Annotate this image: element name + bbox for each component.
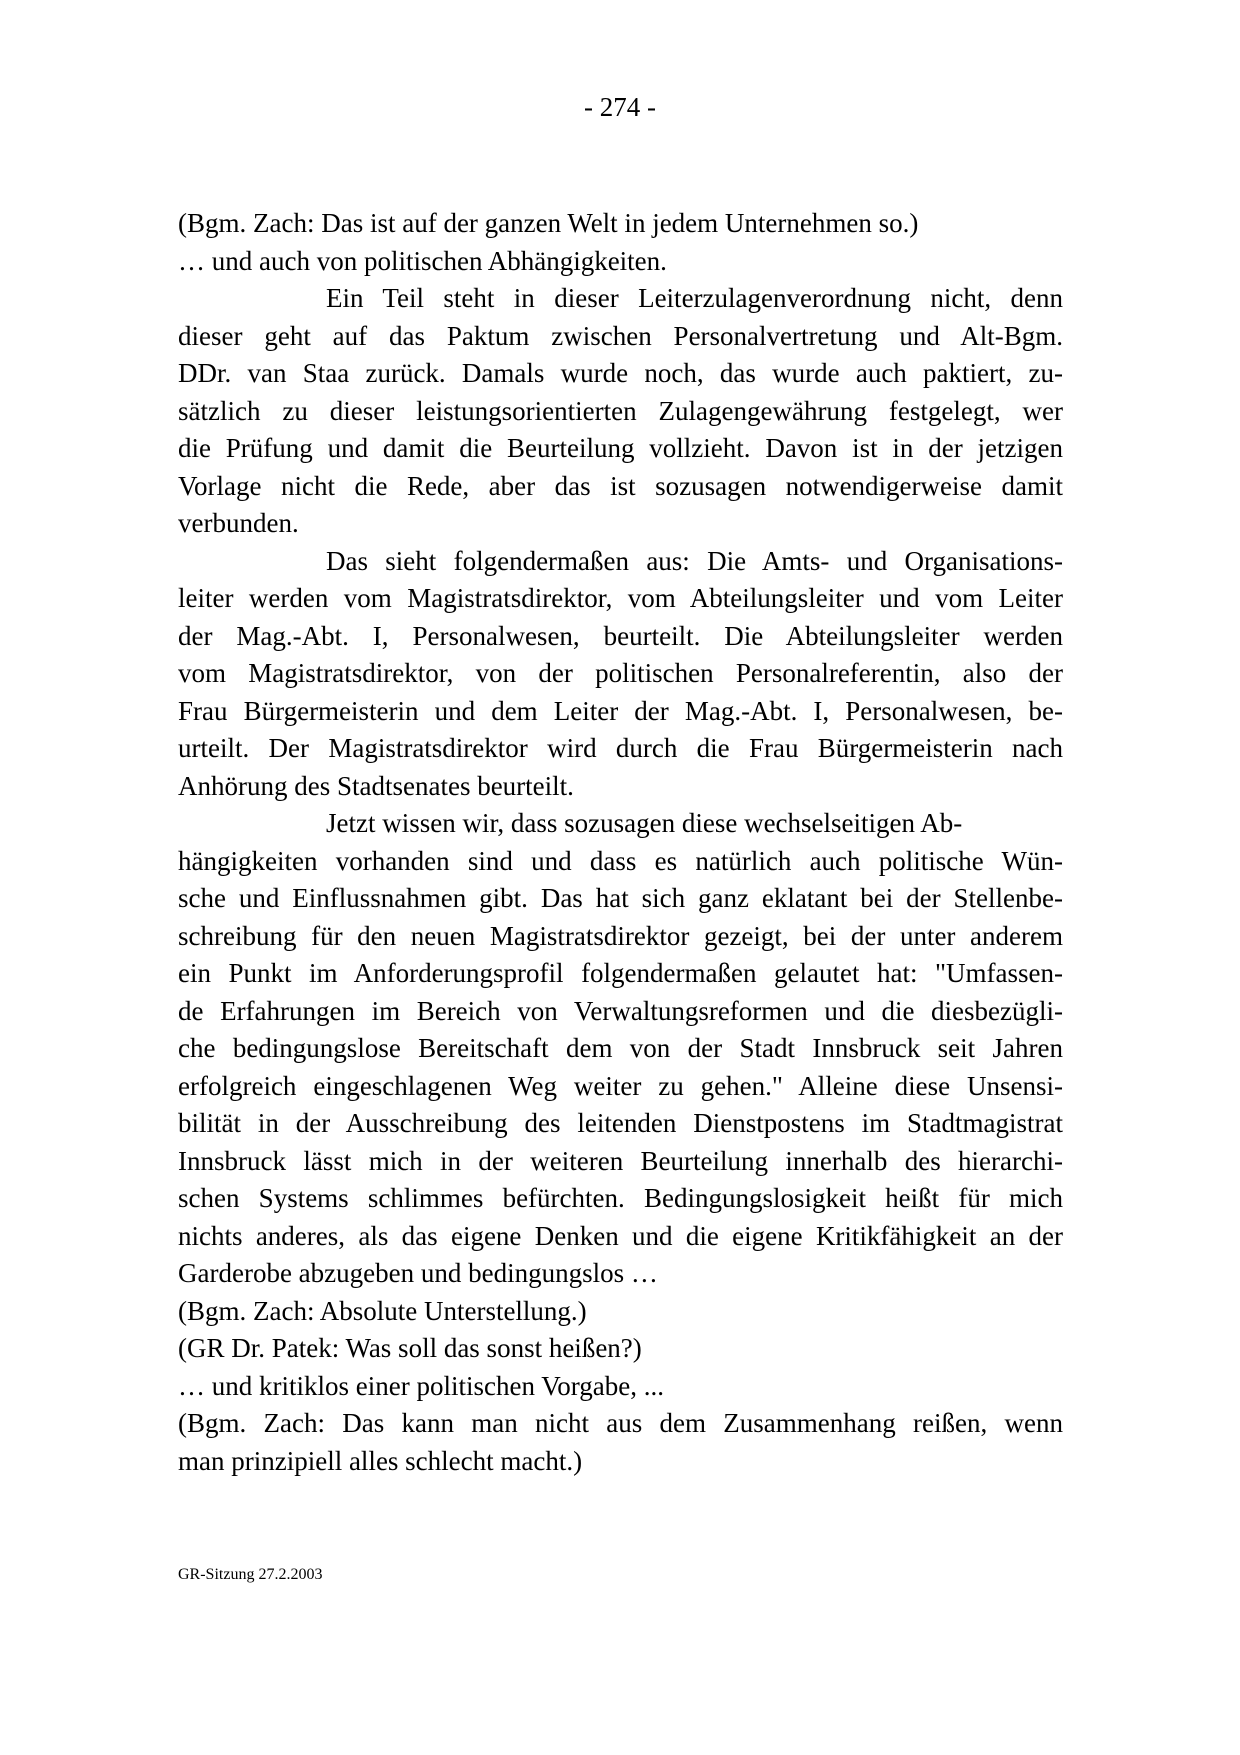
text-line: ein Punkt im Anforderungsprofil folgendermaßen gelautet hat: "Umfassen- <box>178 958 1063 988</box>
text-line: nichts anderes, als das eigene Denken und die eigene Kritikfähigkeit an der <box>178 1220 1063 1251</box>
text-line: Das sieht folgendermaßen aus: Die Amts- und Organisations- <box>326 545 1063 576</box>
text-line: sche und Einflussnahmen gibt. Das hat sich ganz eklatant bei der Stellenbe- <box>178 883 1063 913</box>
document-body <box>178 205 1063 1480</box>
text-line: DDr. van Staa zurück. Damals wurde noch, das wurde auch paktiert, zu- <box>178 358 1063 388</box>
text-line: Anhörung des Stadtsenates beurteilt. <box>178 770 574 801</box>
text-line: man prinzipiell alles schlecht macht.) <box>178 1445 583 1476</box>
text-line: Frau Bürgermeisterin und dem Leiter der Mag.-Abt. I, Personalwesen, be- <box>178 695 1063 726</box>
text-line: erfolgreich eingeschlagenen Weg weiter zu gehen." Alleine diese Unsensi- <box>178 1070 1063 1101</box>
text-line: verbunden. <box>178 508 299 538</box>
text-line: bilität in der Ausschreibung des leitenden Dienstpostens im Stadtmagistrat <box>178 1108 1063 1138</box>
text-line: hängigkeiten vorhanden sind und dass es natürlich auch politische Wün- <box>178 845 1063 876</box>
text-line: dieser geht auf das Paktum zwischen Personalvertretung und Alt-Bgm. <box>178 320 1063 351</box>
text-line: Innsbruck lässt mich in der weiteren Beurteilung innerhalb des hierarchi- <box>178 1145 1063 1176</box>
text-line: (Bgm. Zach: Das kann man nicht aus dem Zusammenhang reißen, wenn <box>178 1408 1063 1438</box>
text-line: Vorlage nicht die Rede, aber das ist sozusagen notwendigerweise damit <box>178 470 1063 501</box>
text-line: sätzlich zu dieser leistungsorientierten Zulagengewährung festgelegt, wer <box>178 395 1063 426</box>
text-line: schen Systems schlimmes befürchten. Bedingungslosigkeit heißt für mich <box>178 1183 1063 1213</box>
text-line: urteilt. Der Magistratsdirektor wird durch die Frau Bürgermeisterin nach <box>178 733 1063 763</box>
text-line: … und auch von politischen Abhängigkeiten. <box>178 245 667 276</box>
text-line: de Erfahrungen im Bereich von Verwaltungsreformen und die diesbezügli- <box>178 995 1063 1026</box>
page-number: - 274 - <box>584 92 656 122</box>
text-line: vom Magistratsdirektor, von der politischen Personalreferentin, also der <box>178 658 1063 688</box>
text-line: schreibung für den neuen Magistratsdirektor gezeigt, bei der unter anderem <box>178 920 1063 951</box>
text-line: der Mag.-Abt. I, Personalwesen, beurteilt. Die Abteilungsleiter werden <box>178 620 1063 651</box>
text-line: che bedingungslose Bereitschaft dem von der Stadt Innsbruck seit Jahren <box>178 1033 1063 1063</box>
text-line: leiter werden vom Magistratsdirektor, vom Abteilungsleiter und vom Leiter <box>178 583 1063 613</box>
text-line: (Bgm. Zach: Das ist auf der ganzen Welt in jedem Unternehmen so.) <box>178 208 919 238</box>
page-footer: GR-Sitzung 27.2.2003 <box>178 1566 323 1583</box>
text-line: die Prüfung und damit die Beurteilung vollzieht. Davon ist in der jetzigen <box>178 433 1063 463</box>
text-line: (Bgm. Zach: Absolute Unterstellung.) <box>178 1295 587 1326</box>
text-line: Ein Teil steht in dieser Leiterzulagenverordnung nicht, denn <box>326 283 1063 313</box>
text-line: Garderobe abzugeben und bedingungslos … <box>178 1258 658 1288</box>
text-line: … und kritiklos einer politischen Vorgabe, ... <box>178 1370 664 1401</box>
text-line: Jetzt wissen wir, dass sozusagen diese wechselseitigen Ab- <box>326 808 963 838</box>
text-line: (GR Dr. Patek: Was soll das sonst heißen?) <box>178 1333 642 1363</box>
